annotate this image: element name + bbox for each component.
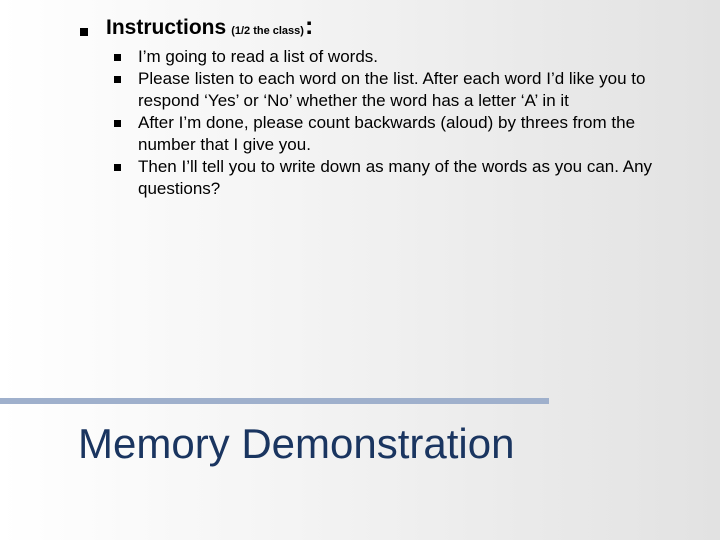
divider-bar xyxy=(0,398,549,404)
list-item xyxy=(114,46,674,68)
square-bullet-icon xyxy=(80,28,88,36)
list-item-text: After I’m done, please count backwards (aloud) by threes from the number that I give you. xyxy=(138,113,636,154)
heading-text: Instructions xyxy=(106,16,227,39)
list-item xyxy=(114,112,674,156)
list-item-text: Please listen to each word on the list. After each word I’d like you to respond ‘Yes’ or ‘No’ whether the word has a letter ‘A’ in it xyxy=(138,69,646,110)
instructions-heading xyxy=(106,14,313,39)
heading-colon: : xyxy=(304,12,314,40)
list-item xyxy=(114,68,674,112)
square-bullet-icon xyxy=(114,76,121,83)
list-item-text: Then I’ll tell you to write down as many of the words as you can. Any questions? xyxy=(138,157,653,198)
instruction-list xyxy=(114,46,674,200)
square-bullet-icon xyxy=(114,120,121,127)
slide-title: Memory Demonstration xyxy=(78,420,515,467)
list-item-text: I’m going to read a list of words. xyxy=(138,47,379,66)
list-item xyxy=(114,156,674,200)
heading-note: (1/2 the class) xyxy=(231,25,304,37)
square-bullet-icon xyxy=(114,164,121,171)
square-bullet-icon xyxy=(114,54,121,61)
